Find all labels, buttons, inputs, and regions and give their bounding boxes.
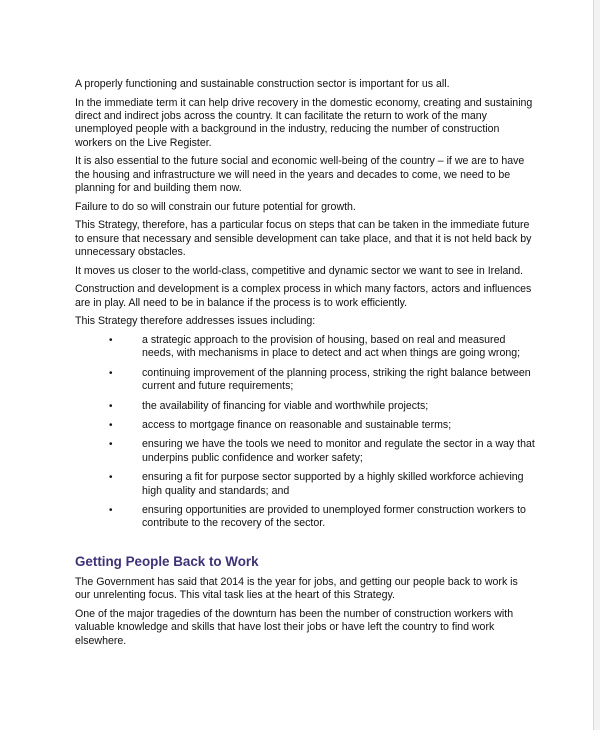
- list-item: [75, 471, 535, 498]
- list-item-text: the availability of financing for viable and worthwhile projects;: [142, 399, 429, 412]
- list-item: [75, 419, 535, 432]
- bullet-icon: •: [109, 335, 113, 346]
- paragraph-addresses-issues: This Strategy therefore addresses issues including:: [75, 315, 316, 328]
- paragraph-downturn-tragedies: One of the major tragedies of the downturn has been the number of construction workers with valuable knowledge and skills that have lost their jobs or have left the country to find work elsewhere.: [75, 607, 514, 647]
- list-item-text: ensuring opportunities are provided to unemployed former construction workers to contribute to the recovery of the sector.: [142, 504, 526, 530]
- list-item: [75, 438, 535, 465]
- list-item-text: ensuring we have the tools we need to monitor and regulate the sector in a way that underpins public confidence and worker safety;: [142, 438, 535, 464]
- bullet-icon: •: [109, 400, 113, 412]
- paragraph-intro: A properly functioning and sustainable construction sector is important for us all.: [75, 78, 450, 90]
- paragraph-immediate-term: In the immediate term it can help drive recovery in the domestic economy, creating and sustaining direct and indirect jobs across the country. It can facilitate the return to work of the many unemployed people with a background in the industry, reducing the number of construction workers on the Live Register.: [75, 96, 533, 149]
- bullet-icon: •: [109, 505, 113, 517]
- paragraph-strategy-focus: This Strategy, therefore, has a particular focus on steps that can be taken in the immediate future to ensure that necessary and sensible development can take place, and that it is not held back by unnecessary obstacles.: [75, 219, 532, 259]
- paragraph-year-for-jobs: The Government has said that 2014 is the year for jobs, and getting our people back to work is our unrelenting focus. This vital task lies at the heart of this Strategy.: [75, 575, 518, 602]
- list-item: [75, 334, 535, 361]
- paragraph-failure: Failure to do so will constrain our future potential for growth.: [75, 200, 356, 213]
- paragraph-world-class: It moves us closer to the world-class, competitive and dynamic sector we want to see in Ireland.: [75, 264, 524, 277]
- bullet-icon: •: [109, 420, 113, 432]
- list-item-text: a strategic approach to the provision of housing, based on real and measured needs, with mechanisms in place to detect and act when things are going wrong;: [142, 334, 521, 360]
- list-item-text: ensuring a fit for purpose sector supported by a highly skilled workforce achieving high quality and standards; and: [142, 471, 524, 497]
- issues-bullet-list: [75, 334, 535, 531]
- bullet-icon: •: [109, 472, 113, 484]
- bullet-icon: •: [109, 439, 113, 451]
- section-heading: Getting People Back to Work: [75, 553, 259, 569]
- list-item-text: access to mortgage finance on reasonable and sustainable terms;: [142, 419, 452, 432]
- bullet-icon: •: [109, 367, 113, 379]
- list-item-text: continuing improvement of the planning process, striking the right balance between current and future requirements;: [142, 366, 531, 393]
- paragraph-future-wellbeing: It is also essential to the future social and economic well-being of the country – if we are to have the housing and infrastructure we will need in the years and decades to come, we need to be planning for and building them now.: [75, 155, 525, 195]
- list-item: [75, 400, 535, 413]
- list-item: [75, 504, 535, 531]
- paragraph-complex-process: Construction and development is a complex process in which many factors, actors and influences are in play. All need to be in balance if the process is to work efficiently.: [75, 283, 532, 309]
- list-item: [75, 367, 535, 394]
- document-body: [75, 78, 535, 653]
